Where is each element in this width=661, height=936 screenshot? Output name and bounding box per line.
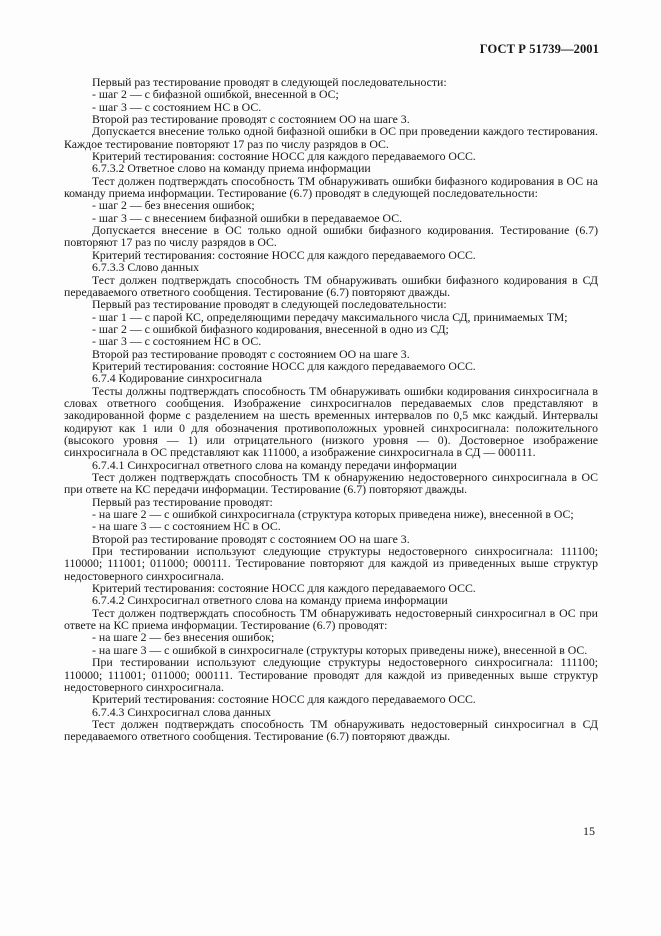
paragraph: Тест должен подтверждать способность ТМ обнаруживать ошибки бифазного кодирования в ОС на команду приема информации. Тестирование (6.7) проводят в следующей последовательности:	[64, 173, 598, 201]
list-item: - шаг 1 — с парой КС, определяющими передачу максимального числа СД, принимаемых ТМ;	[92, 309, 568, 324]
paragraph: Первый раз тестирование проводят в следующей последовательности:	[92, 297, 447, 312]
section-heading: 6.7.3.3 Слово данных	[92, 260, 200, 275]
list-item: - шаг 3 — с внесением бифазной ошибки в передаваемое ОС.	[92, 210, 403, 225]
list-item: - на шаге 3 — с состоянием НС в ОС.	[92, 519, 281, 534]
standard-header: ГОСТ Р 51739—2001	[479, 42, 599, 56]
paragraph: Критерий тестирования: состояние НОСС для каждого передаваемого ОСС.	[92, 149, 476, 164]
paragraph: Первый раз тестирование проводят:	[92, 494, 273, 509]
list-item: - шаг 3 — с состоянием НС в ОС.	[92, 99, 262, 114]
list-item: - на шаге 3 — с ошибкой в синхросигнале (структуры которых приведены ниже), внесенной в ОС.	[92, 642, 588, 657]
section-heading: 6.7.4.2 Синхросигнал ответного слова на команду приема информации	[92, 593, 448, 608]
paragraph: Допускается внесение только одной бифазной ошибки в ОС при проведении каждого тестирования. Каждое тестирование повторяют 17 раз по числу разрядов в ОС.	[64, 124, 598, 151]
list-item: - шаг 2 — с бифазной ошибкой, внесенной в ОС;	[92, 87, 339, 102]
paragraph: При тестировании используют следующие структуры недостоверного синхросигнала: 111100; 110000; 111001; 011000; 000111. Тестирование повторяют для каждой из приведенных выше структур недостоверного синхросигнала.	[64, 544, 598, 583]
paragraph: Второй раз тестирование проводят с состоянием ОО на шаге 3.	[92, 531, 410, 546]
paragraph: Тест должен подтверждать способность ТМ обнаруживать ошибки бифазного кодирования в СД передаваемого ответного сообщения. Тестирование (6.7) повторяют дважды.	[64, 272, 598, 299]
list-item: - шаг 2 — без внесения ошибок;	[92, 198, 255, 213]
paragraph: Тесты должны подтверждать способность ТМ обнаруживать ошибки кодирования синхросигнала в словах ответного сообщения. Изображение синхросигналов передаваемых слов представляют в закодированной форме с разделением на шесть временных интервалов по 0,5 мкс каждый. Интервалы кодируют как 1 или 0 для обозначения противоположных уровней синхросигнала: положительного (высокого уровня — 1) или отрицательного (низкого уровня — 0). Достоверное изображение синхросигнала в ОС представляют как 111000, а изображение синхросигнала в СД — 000111.	[64, 383, 598, 460]
list-item: - шаг 3 — с состоянием НС в ОС.	[92, 334, 262, 349]
section-heading: 6.7.3.2 Ответное слово на команду приема информации	[92, 161, 371, 176]
section-heading: 6.7.4 Кодирование синхросигнала	[92, 371, 262, 386]
paragraph: Первый раз тестирование проводят в следующей последовательности:	[92, 75, 447, 89]
list-item: - на шаге 2 — без внесения ошибок;	[92, 630, 275, 645]
page-number: 15	[583, 824, 595, 838]
list-item: - на шаге 2 — с ошибкой синхросигнала (структура которых приведена ниже), внесенной в ОС;	[92, 507, 574, 522]
paragraph: Критерий тестирования: состояние НОСС для каждого передаваемого ОСС.	[92, 358, 476, 373]
paragraph: Критерий тестирования: состояние НОСС для каждого передаваемого ОСС.	[92, 692, 476, 707]
paragraph: Тест должен подтверждать способность ТМ обнаруживать недостоверный синхросигнал в СД передаваемого ответного сообщения. Тестирование (6.7) повторяют дважды.	[64, 716, 598, 744]
paragraph: Второй раз тестирование проводят с состоянием ОО на шаге 3.	[92, 112, 410, 127]
list-item: - шаг 2 — с ошибкой бифазного кодирования, внесенной в одно из СД;	[92, 321, 449, 336]
paragraph: Тест должен подтверждать способность ТМ к обнаружению недостоверного синхросигнала в ОС при ответе на КС передачи информации. Тестирование (6.7) повторяют дважды.	[64, 470, 598, 497]
section-heading: 6.7.4.1 Синхросигнал ответного слова на команду передачи информации	[92, 457, 457, 472]
section-heading: 6.7.4.3 Синхросигнал слова данных	[92, 704, 272, 719]
paragraph: При тестировании используют следующие структуры недостоверного синхросигнала: 111100; 110000; 111001; 011000; 000111. Тестирование проводят для каждой из приведенных выше структур недостоверного синхросигнала.	[64, 655, 598, 694]
paragraph: Критерий тестирования: состояние НОСС для каждого передаваемого ОСС.	[92, 247, 476, 262]
paragraph: Тест должен подтверждать способность ТМ обнаруживать недостоверный синхросигнал в ОС при ответе на КС приема информации. Тестирование (6.7) проводят:	[64, 605, 598, 633]
paragraph: Критерий тестирования: состояние НОСС для каждого передаваемого ОСС.	[92, 581, 476, 596]
paragraph: Второй раз тестирование проводят с состоянием ОО на шаге 3.	[92, 346, 410, 361]
paragraph: Допускается внесение в ОС только одной ошибки бифазного кодирования. Тестирование (6.7) повторяют 17 раз по числу разрядов в ОС.	[64, 223, 598, 250]
document-body	[64, 76, 598, 743]
